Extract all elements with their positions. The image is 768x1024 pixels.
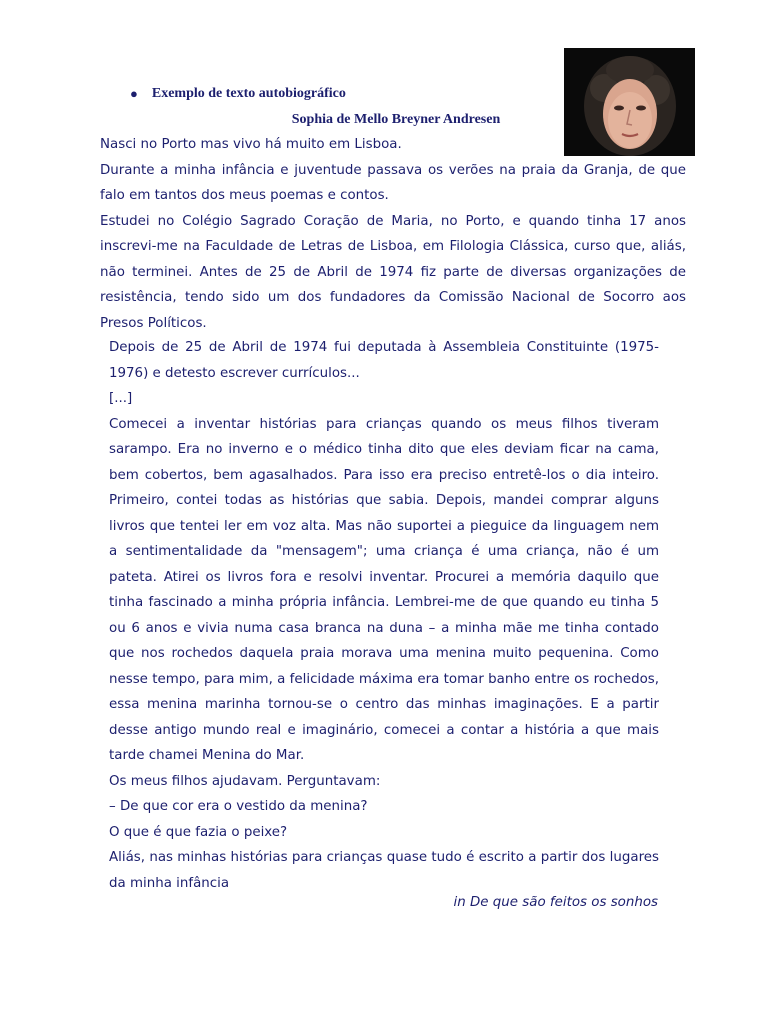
bullet-icon: ● — [130, 86, 138, 101]
paragraph: Estudei no Colégio Sagrado Coração de Maria, no Porto, e quando tinha 17 anos inscrevi-me na Faculdade de Letras de Lisboa, em Filologia Clássica, curso que, aliás, não terminei. Antes de 25 de Abril de 1974 fiz parte de diversas organizações de resistência, tendo sido um dos fundadores da Comissão Nacional de Socorro aos Presos Políticos. — [100, 213, 686, 331]
section-heading — [130, 86, 346, 102]
paragraph: O que é que fazia o peixe? — [109, 824, 288, 840]
paragraph: Depois de 25 de Abril de 1974 fui deputada à Assembleia Constituinte (1975-1976) e detesto escrever currículos... — [109, 340, 659, 381]
paragraph: Durante a minha infância e juventude passava os verões na praia da Granja, de que falo em tantos dos meus poemas e contos. — [100, 162, 686, 203]
text-block-1 — [100, 132, 686, 336]
paragraph: Comecei a inventar histórias para crianças quando os meus filhos tiveram sarampo. Era no inverno e o médico tinha dito que eles deviam ficar na cama, bem cobertos, bem agasalhados. Para isso era preciso entretê-los o dia inteiro. Primeiro, contei todas as histórias que sabia. Depois, mandei comprar alguns livros que tentei ler em voz alta. Mas não suportei a pieguice da linguagem nem a sentimentalidade da "mensagem"; uma criança é uma criança, não é um pateta. Atirei os livros fora e resolvi inventar. Procurei a memória daquilo que tinha fascinado a minha própria infância. Lembrei-me de que quando eu tinha 5 ou 6 anos e vivia numa casa branca na duna – a minha mãe me tinha contado que nos rochedos daquela praia morava uma menina muito pequenina. Como nesse tempo, para mim, a felicidade máxima era tomar banho entre os rochedos, essa menina marinha tornou-se o centro das minhas imaginações. E a partir desse antigo mundo real e imaginário, comecei a contar a história a que mais tarde chamei Menina do Mar. — [109, 416, 659, 763]
paragraph: Os meus filhos ajudavam. Perguntavam: — [109, 773, 381, 789]
heading-text: Exemplo de texto autobiográfico — [151, 86, 346, 101]
text-block-2 — [109, 335, 659, 896]
paragraph: Nasci no Porto mas vivo há muito em Lisboa. — [100, 137, 402, 152]
author-name: Sophia de Mello Breyner Andresen — [291, 112, 501, 127]
source-citation: in De que são feitos os sonhos — [453, 895, 658, 910]
paragraph: Aliás, nas minhas histórias para crianças quase tudo é escrito a partir dos lugares da minha infância — [109, 850, 659, 891]
paragraph: [...] — [109, 391, 133, 406]
paragraph: – De que cor era o vestido da menina? — [109, 799, 368, 814]
